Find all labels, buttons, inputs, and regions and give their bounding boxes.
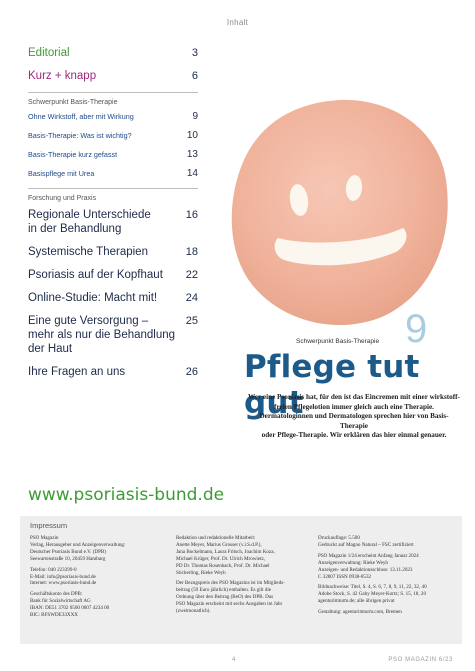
toc-item[interactable] (28, 169, 198, 179)
section-label-forschung: Forschung und Praxis (28, 195, 97, 202)
toc-label-line: mehr als nur die Behandlung (28, 329, 176, 341)
teaser-line: oder Pflege-Therapie. Wir erklären das hier einmal genauer. (261, 431, 447, 439)
toc-label (28, 208, 151, 236)
impressum-line: PSO Magazin (30, 535, 59, 541)
skin-blob (232, 100, 448, 325)
magazine-issue: PSO MAGAZIN 6/23 (388, 657, 453, 663)
impressum-line: Deutscher Psoriasis Bund e.V. (DPB) (30, 548, 107, 555)
teaser-line: Dermatologinnen und Dermatologen sprechen hier von Basis-Therapie (259, 412, 449, 430)
toc-page: 24 (185, 292, 198, 304)
toc-page: 10 (186, 130, 198, 141)
toc-page: 16 (185, 209, 198, 221)
impressum-line: Bildnachweise: Titel, S. 4, S. 6, 7, 8, 9, 11, 22, 32, 40 (318, 584, 427, 591)
impressum-line: Anzeigenverwaltung: Rieke Weyh (318, 559, 388, 566)
divider (28, 92, 198, 93)
impressum-line: Gestaltung: agenturimturm.com, Bremen (318, 609, 402, 616)
toc-page: 26 (185, 366, 198, 378)
toc-label: Basispflege mit Urea (28, 169, 95, 178)
toc-item[interactable] (28, 268, 198, 282)
impressum-line: Verlag, Herausgeber und Anzeigenverwaltung: (30, 541, 126, 548)
impressum-line: (zweimonatlich). (176, 608, 211, 615)
impressum-line: Redaktion und redaktionelle Mitarbeit: (176, 535, 256, 541)
toc-label: Kurz + knapp (28, 70, 97, 82)
toc-label: Ohne Wirkstoff, aber mit Wirkung (28, 112, 134, 121)
toc-label: Psoriasis auf der Kopfhaut (28, 269, 163, 281)
section-label-schwerpunkt: Schwerpunkt Basis-Therapie (28, 99, 118, 106)
impressum-line: IBAN: DE51 3702 0500 0007 4234 00 (30, 605, 110, 612)
impressum-col-2 (176, 535, 285, 615)
toc-item[interactable] (28, 314, 198, 356)
toc-item[interactable] (28, 112, 198, 122)
toc-item[interactable] (28, 245, 198, 259)
toc-item[interactable] (28, 208, 198, 236)
toc-label: Online-Studie: Macht mit! (28, 292, 158, 304)
toc-label-line: in der Behandlung (28, 223, 122, 235)
impressum-line: Der Bezugspreis des PSO Magazins ist im Mitglieds- (176, 580, 285, 587)
impressum-line: Seewartenstraße 10, 20459 Hamburg (30, 555, 106, 562)
toc-page: 25 (185, 315, 198, 327)
toc-item-editorial[interactable] (28, 46, 198, 60)
page-number: 4 (232, 657, 236, 663)
teaser-line: Wer eine Psoriasis hat, für den ist das Eincremen mit einer wirkstoff- (248, 393, 460, 401)
toc-page: 18 (185, 246, 198, 258)
impressum-line: Gedruckt auf Magno Natural – FSC zertifiziert (318, 541, 414, 548)
impressum-line: Druckauflage: 5.500 (318, 535, 360, 541)
impressum-line: beitrag (59 Euro jährlich) enthalten. Es gilt die (176, 587, 272, 594)
impressum-line: PSO Magazin erscheint mit sechs Ausgaben im Jahr (176, 601, 283, 608)
toc-item[interactable] (28, 291, 198, 305)
toc-label: Systemische Therapien (28, 246, 148, 258)
toc-label: Ihre Fragen an uns (28, 366, 126, 378)
impressum-line: Jana Bockelmann, Laura Fritsch, Joachim Koza, (176, 548, 275, 555)
feature-teaser (248, 393, 460, 441)
impressum-col-1 (30, 535, 125, 619)
toc-label-line: Regionale Unterschiede (28, 209, 151, 221)
toc-item[interactable] (28, 365, 198, 379)
toc-page: 3 (191, 47, 198, 59)
toc-page: 14 (186, 168, 198, 179)
smiley-face-image (228, 96, 452, 326)
impressum-email[interactable]: E-Mail: info@psoriasis-bund.de (30, 573, 96, 580)
toc-label-line: Eine gute Versorgung – (28, 315, 149, 327)
impressum-line: Bank für Sozialwirtschaft AG (30, 598, 91, 605)
feature-title[interactable]: Pflege tut gut (244, 349, 420, 421)
impressum-line: Sticherling, Rieke Weyh (176, 569, 226, 576)
impressum-line: Anette Meyer, Marius Grosser (v.i.S.d.P.), (176, 541, 262, 548)
impressum-line: Michael Krüger, Prof. Dr. Ulrich Mrowietz, (176, 555, 266, 562)
toc-page: 13 (186, 149, 198, 160)
toc-label: Editorial (28, 47, 70, 59)
impressum-line: Ordnung über den Beitrag (BeO) des DPB. Das (176, 594, 274, 601)
table-of-contents (28, 46, 198, 388)
toc-item[interactable] (28, 150, 198, 160)
teaser-line: freien Pflegelotion immer gleich auch eine Therapie. (274, 402, 434, 411)
impressum-line: Geschäftskonto des DPB: (30, 591, 83, 598)
impressum-website[interactable]: Internet: www.psoriasis-bund.de (30, 580, 97, 587)
toc-page: 22 (185, 269, 198, 281)
impressum-line: PD Dr. Thomas Rosenbach, Prof. Dr. Michael (176, 562, 270, 569)
feature-section-label: Schwerpunkt Basis-Therapie (296, 338, 380, 345)
divider (28, 188, 198, 189)
impressum-line: C 32807 ISSN 0938-8532 (318, 573, 372, 580)
toc-label: Basis-Therapie: Was ist wichtig? (28, 131, 132, 140)
page-header: Inhalt (226, 18, 249, 27)
toc-item[interactable] (28, 131, 198, 141)
toc-item-kurz-knapp[interactable] (28, 69, 198, 83)
impressum-line: PSO Magazin 1/24 erscheint Anfang Januar 2024 (318, 552, 419, 559)
toc-page: 6 (191, 70, 198, 82)
toc-label: Basis-Therapie kurz gefasst (28, 150, 118, 159)
impressum-line: agenturimturm.de; alle übrigen privat (318, 598, 395, 605)
impressum-title: Impressum (30, 521, 68, 530)
website-link[interactable]: www.psoriasis-bund.de (28, 485, 225, 505)
impressum-line: Adobe Stock, S. 42 Gaby Meyer-Kortz; S. 15, 18, 20 (318, 591, 426, 598)
impressum-col-3 (318, 535, 427, 616)
impressum-line: Anzeigen- und Redaktionsschluss: 13.11.2023 (318, 566, 413, 573)
impressum-box (20, 516, 462, 644)
impressum-line: Telefon: 040 223399-0 (30, 566, 77, 573)
toc-label (28, 314, 175, 356)
toc-label-line: der Haut (28, 343, 73, 355)
feature-page-number: 9 (405, 307, 428, 351)
toc-page: 9 (192, 111, 198, 122)
impressum-line: BIC: BFSWDE33XXX (30, 612, 78, 619)
